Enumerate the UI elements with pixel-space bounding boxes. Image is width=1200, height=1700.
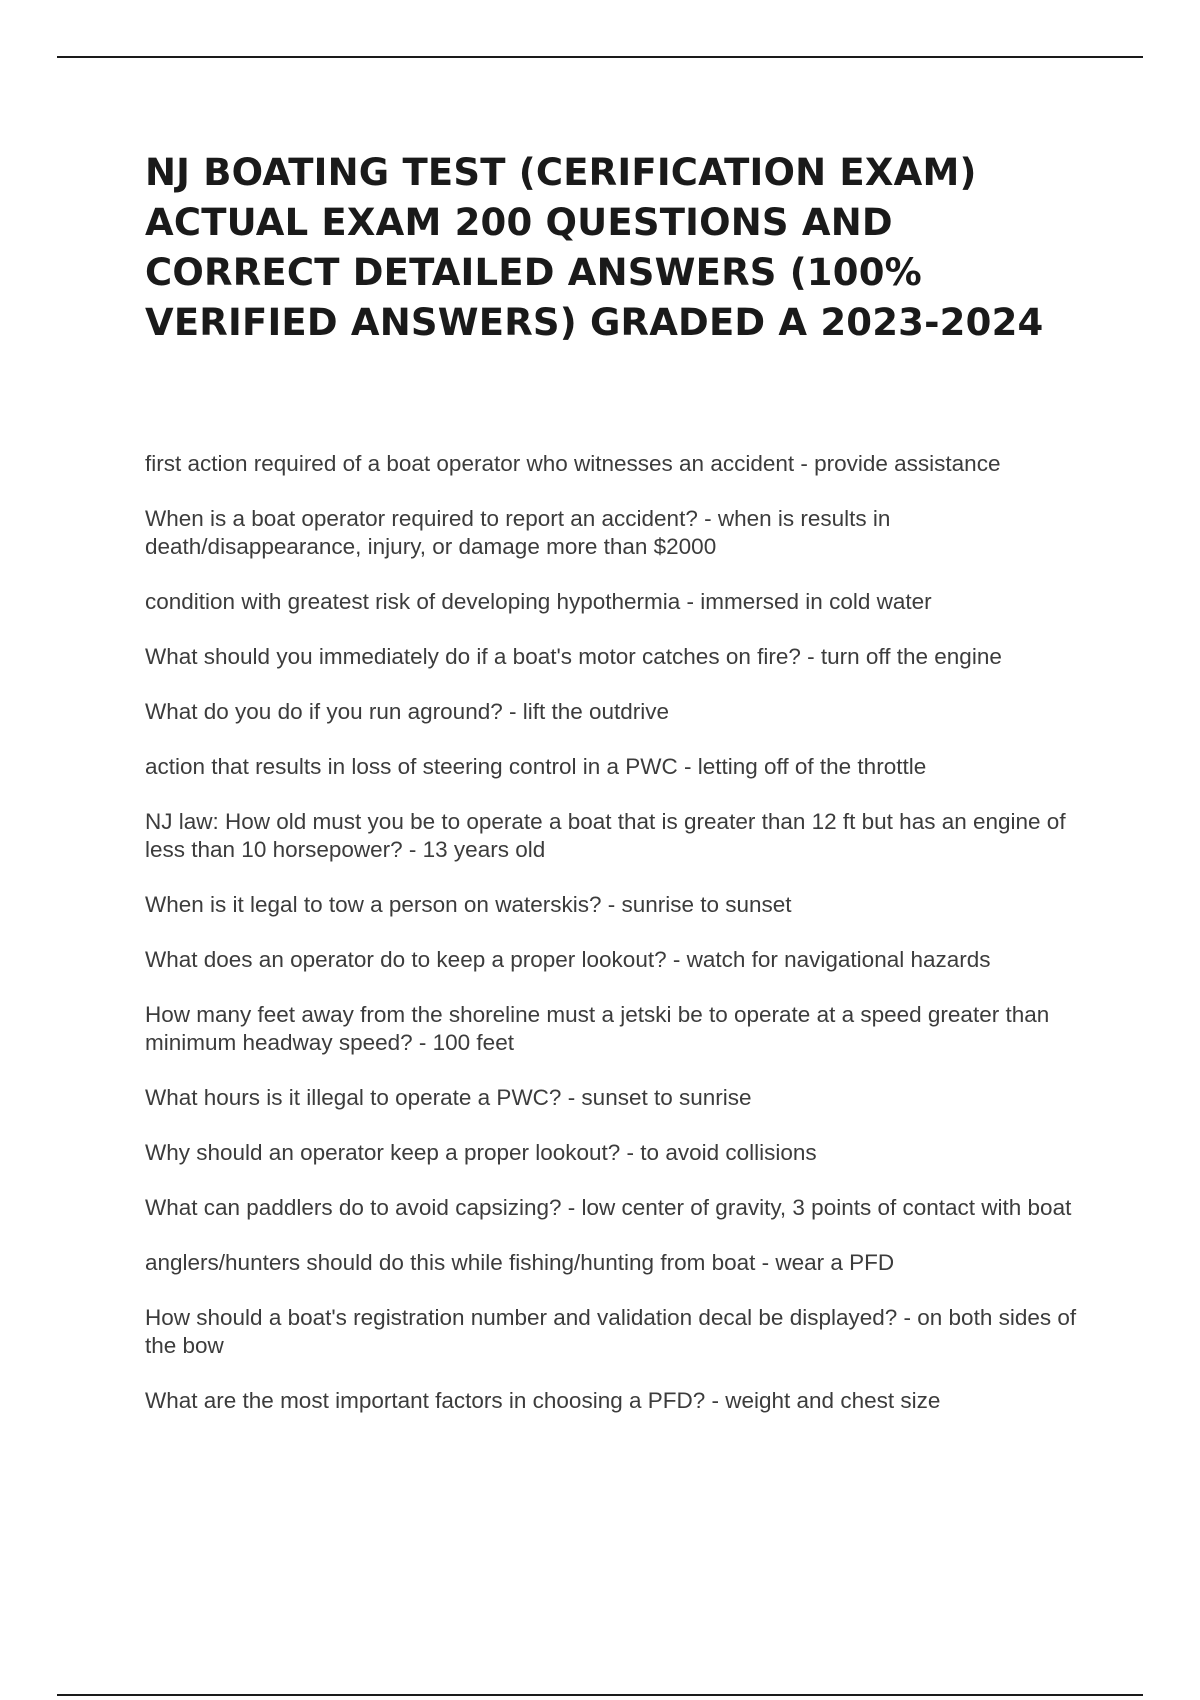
top-divider — [57, 56, 1143, 58]
document-title: NJ BOATING TEST (CERIFICATION EXAM) ACTUAL EXAM 200 QUESTIONS AND CORRECT DETAILED ANSWERS (100% VERIFIED ANSWERS) GRADED A 2023-2024 — [145, 151, 1044, 344]
qa-item: How many feet away from the shoreline must a jetski be to operate at a speed greater than minimum headway speed? - 100 feet — [145, 1002, 1050, 1055]
qa-item: What can paddlers do to avoid capsizing? - low center of gravity, 3 points of contact with boat — [145, 1195, 1072, 1220]
bottom-divider — [57, 1694, 1143, 1696]
qa-item: What should you immediately do if a boat's motor catches on fire? - turn off the engine — [145, 644, 1002, 669]
question-answer-list — [145, 450, 1080, 1442]
qa-item: What do you do if you run aground? - lift the outdrive — [145, 699, 670, 724]
qa-item: NJ law: How old must you be to operate a boat that is greater than 12 ft but has an engine of less than 10 horsepower? - 13 years old — [145, 809, 1066, 862]
qa-item: When is a boat operator required to report an accident? - when is results in death/disappearance, injury, or damage more than $2000 — [145, 506, 891, 559]
qa-item: anglers/hunters should do this while fishing/hunting from boat - wear a PFD — [145, 1250, 895, 1275]
qa-item: action that results in loss of steering control in a PWC - letting off of the throttle — [145, 754, 927, 779]
qa-item: Why should an operator keep a proper lookout? - to avoid collisions — [145, 1140, 817, 1165]
qa-item: condition with greatest risk of developing hypothermia - immersed in cold water — [145, 589, 932, 614]
qa-item: first action required of a boat operator who witnesses an accident - provide assistance — [145, 451, 1001, 476]
qa-item: When is it legal to tow a person on waterskis? - sunrise to sunset — [145, 892, 792, 917]
qa-item: What are the most important factors in choosing a PFD? - weight and chest size — [145, 1388, 941, 1413]
qa-item: What does an operator do to keep a proper lookout? - watch for navigational hazards — [145, 947, 991, 972]
qa-item: What hours is it illegal to operate a PWC? - sunset to sunrise — [145, 1085, 752, 1110]
qa-item: How should a boat's registration number and validation decal be displayed? - on both sides of the bow — [145, 1305, 1077, 1358]
